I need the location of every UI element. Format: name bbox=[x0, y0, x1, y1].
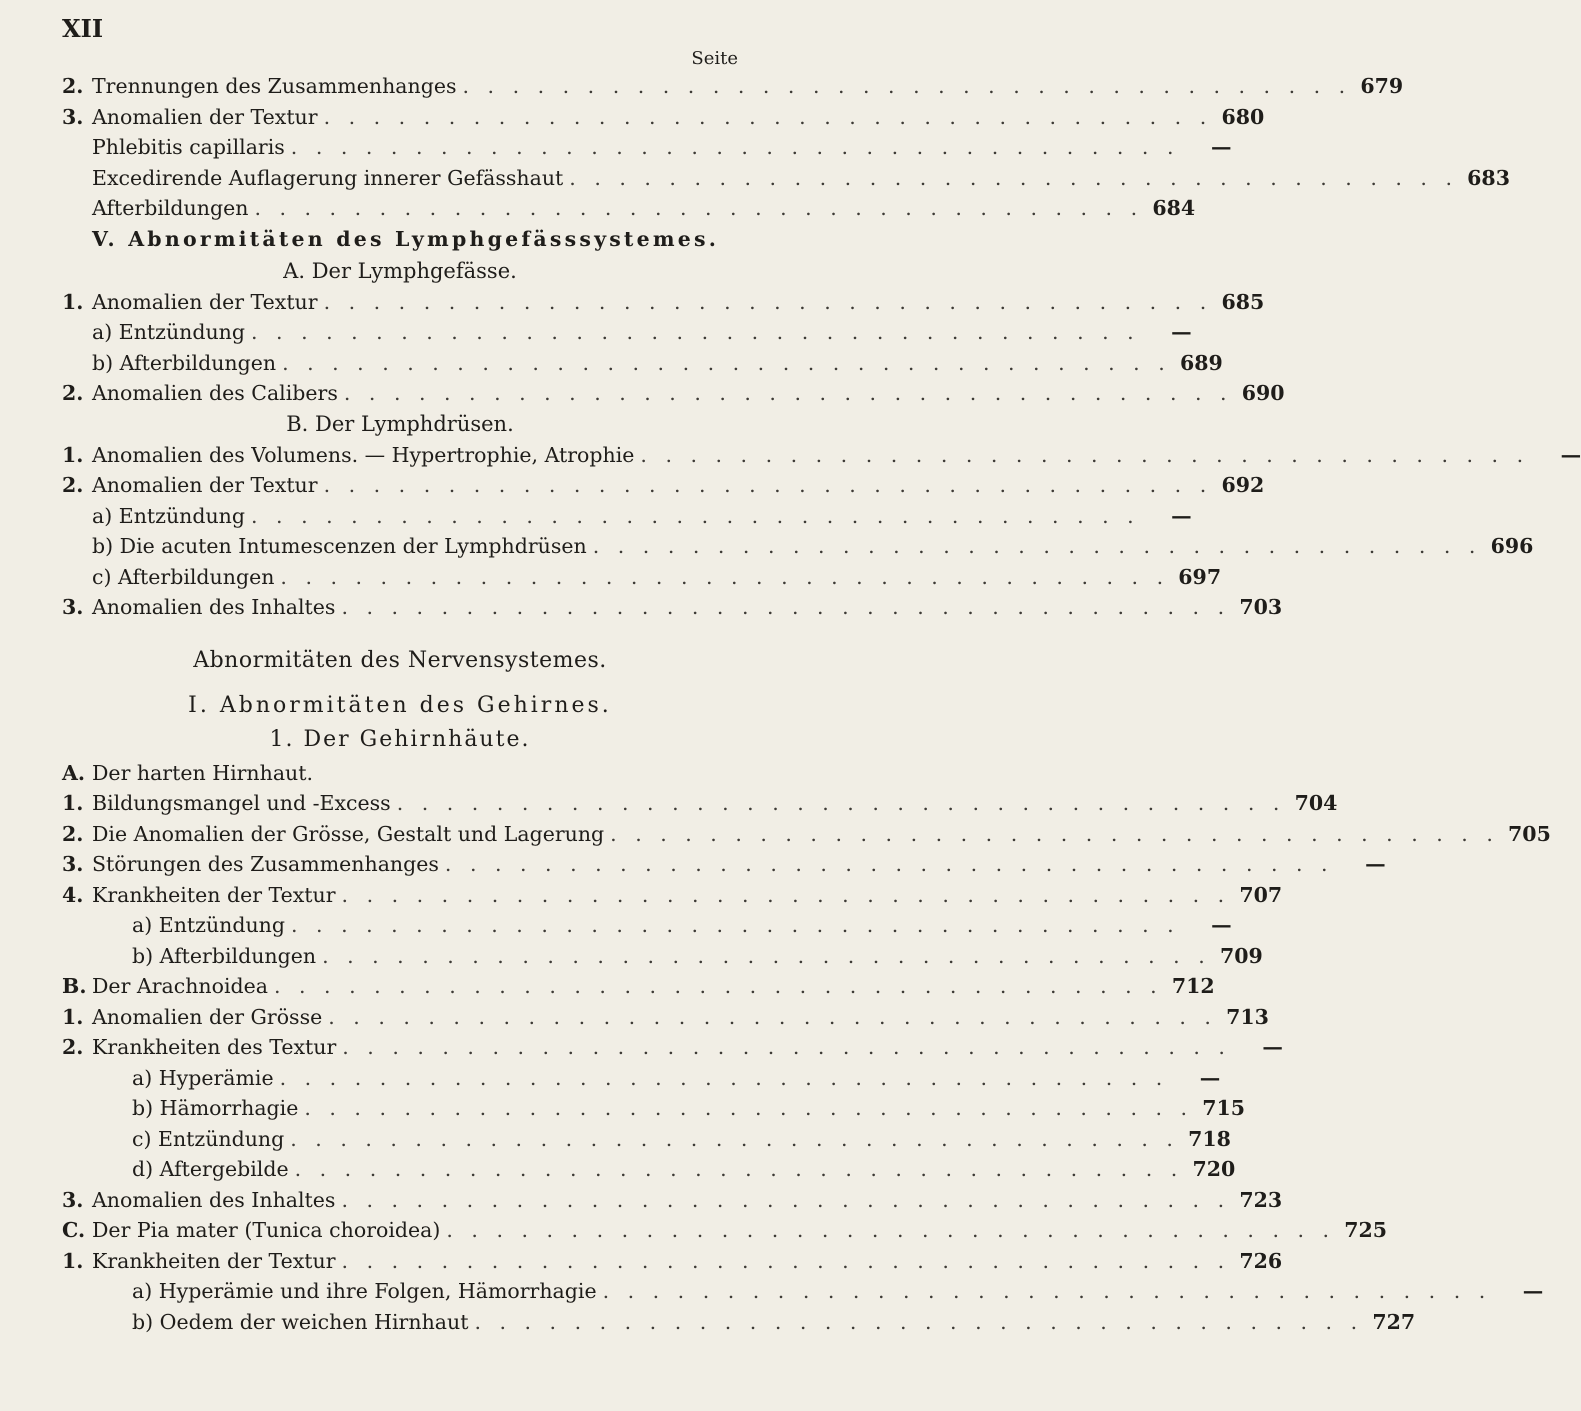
entry-page: 683 bbox=[1467, 165, 1510, 190]
entry-page: 692 bbox=[1221, 473, 1265, 497]
subsection-heading: B. Der Lymphdrüsen. bbox=[286, 411, 514, 436]
toc-entry bbox=[62, 503, 1192, 535]
entry-title: Störungen des Zusammenhanges bbox=[92, 852, 439, 876]
entry-number: 3. bbox=[62, 595, 84, 619]
leader-dots: . . . . . . . . . . . . . . . . . . . . . . . . . . . . . . . . . . . . bbox=[282, 350, 1171, 375]
toc-entry bbox=[62, 852, 1386, 883]
entry-title: Krankheiten der Textur bbox=[92, 882, 336, 907]
toc-entry bbox=[62, 1065, 1221, 1097]
leader-dots: . . . . . . . . . . . . . . . . . . . . . . . . . . . . . . . . . . . . bbox=[396, 791, 1286, 815]
toc-entry bbox=[62, 135, 1232, 166]
leader-dots: . . . . . . . . . . . . . . . . . . . . . . . . . . . . . . . . . . . . bbox=[251, 503, 1140, 528]
entry-page: 705 bbox=[1508, 821, 1551, 846]
entry-title: a) Hyperämie bbox=[132, 1065, 274, 1090]
entry-page: 720 bbox=[1192, 1157, 1236, 1181]
leader-dots: . . . . . . . . . . . . . . . . . . . . . . . . . . . . . . . . . . . . bbox=[322, 943, 1211, 968]
leader-dots: . . . . . . . . . . . . . . . . . . . . . . . . . . . . . . . . . . . . bbox=[290, 135, 1180, 159]
entry-page: 709 bbox=[1219, 943, 1263, 968]
entry-number: A. bbox=[62, 760, 86, 785]
entry-page: 679 bbox=[1360, 74, 1404, 98]
leader-dots: . . . . . . . . . . . . . . . . . . . . . . . . . . . . . . . . . . . . bbox=[474, 1309, 1364, 1334]
toc-entry bbox=[62, 104, 1265, 136]
toc-entry bbox=[62, 1248, 1283, 1280]
entry-page: 680 bbox=[1221, 104, 1265, 129]
page-folio: XII bbox=[62, 14, 104, 43]
entry-number: 2. bbox=[62, 473, 84, 497]
entry-number: B. bbox=[62, 974, 87, 998]
leader-dots: . . . . . . . . . . . . . . . . . . . . . . . . . . . . . . . . . . . . bbox=[279, 1065, 1169, 1090]
entry-title: a) Entzündung bbox=[92, 320, 245, 344]
toc-entry bbox=[62, 913, 1232, 944]
toc-entry bbox=[62, 534, 1534, 565]
leader-dots: . . . . . . . . . . . . . . . . . . . . . . . . . . . . . . . . . . . . bbox=[341, 595, 1231, 619]
toc-entry bbox=[62, 821, 1551, 853]
entry-title: b) Afterbildungen bbox=[132, 943, 317, 968]
entry-number: 2. bbox=[62, 1035, 84, 1059]
entry-title: Der harten Hirnhaut. bbox=[92, 760, 314, 785]
entry-title: Anomalien des Inhaltes bbox=[92, 595, 336, 619]
entry-number: 4. bbox=[62, 882, 84, 907]
leader-dots: . . . . . . . . . . . . . . . . . . . . . . . . . . . . . . . . . . . . bbox=[592, 534, 1482, 558]
entry-number: 1. bbox=[62, 791, 84, 815]
entry-title: b) Afterbildungen bbox=[92, 350, 277, 375]
toc-entry bbox=[62, 1004, 1269, 1036]
entry-title: a) Entzündung bbox=[132, 913, 285, 937]
entry-title: b) Oedem der weichen Hirnhaut bbox=[132, 1309, 469, 1334]
leader-dots: . . . . . . . . . . . . . . . . . . . . . . . . . . . . . . . . . . . . bbox=[610, 821, 1499, 846]
leader-dots: . . . . . . . . . . . . . . . . . . . . . . . . . . . . . . . . . . . . bbox=[569, 165, 1458, 190]
entry-title: Der Arachnoidea bbox=[92, 974, 268, 998]
leader-dots: . . . . . . . . . . . . . . . . . . . . . . . . . . . . . . . . . . . . bbox=[254, 196, 1144, 220]
entry-title: Bildungsmangel und -Excess bbox=[92, 791, 391, 815]
subsection-heading: 1. Der Gehirnhäute. bbox=[269, 726, 531, 752]
entry-title: Trennungen des Zusammenhanges bbox=[92, 74, 457, 98]
section-heading: I. Abnormitäten des Gehirnes. bbox=[188, 692, 612, 718]
leader-dots: . . . . . . . . . . . . . . . . . . . . . . . . . . . . . . . . . . . . bbox=[446, 1218, 1336, 1242]
entry-number: 2. bbox=[62, 381, 84, 405]
toc-entry bbox=[62, 761, 738, 792]
entry-title: Anomalien des Calibers bbox=[92, 381, 338, 405]
toc-entry bbox=[62, 196, 1196, 227]
toc-entry bbox=[62, 1157, 1236, 1188]
toc-entry bbox=[62, 1279, 1544, 1310]
toc-entry bbox=[62, 1187, 1283, 1219]
table-of-contents bbox=[62, 74, 1581, 1340]
entry-page: 715 bbox=[1202, 1096, 1246, 1120]
entry-page: 723 bbox=[1239, 1187, 1283, 1212]
entry-page: — bbox=[1560, 442, 1581, 467]
entry-page: 690 bbox=[1241, 381, 1285, 405]
entry-page: 727 bbox=[1372, 1309, 1416, 1334]
entry-title: Krankheiten der Textur bbox=[92, 1248, 336, 1273]
toc-entry bbox=[62, 442, 1581, 474]
entry-page: 684 bbox=[1152, 196, 1196, 220]
entry-number: 2. bbox=[62, 821, 84, 846]
entry-page: 696 bbox=[1490, 534, 1534, 558]
toc-entry bbox=[62, 473, 1265, 504]
entry-page: 725 bbox=[1344, 1218, 1388, 1242]
entry-title: Anomalien des Inhaltes bbox=[92, 1187, 336, 1212]
leader-dots: . . . . . . . . . . . . . . . . . . . . . . . . . . . . . . . . . . . . bbox=[280, 564, 1170, 589]
entry-page: 689 bbox=[1179, 350, 1223, 375]
entry-title: c) Entzündung bbox=[132, 1126, 285, 1151]
entry-title: Anomalien der Grösse bbox=[92, 1004, 323, 1029]
toc-entry bbox=[62, 381, 1285, 412]
leader-dots: . . . . . . . . . . . . . . . . . . . . . . . . . . . . . . . . . . . . bbox=[640, 442, 1530, 467]
leader-dots: . . . . . . . . . . . . . . . . . . . . . . . . . . . . . . . . . . . . bbox=[341, 1187, 1231, 1212]
entry-page: 718 bbox=[1188, 1126, 1231, 1151]
leader-dots: . . . . . . . . . . . . . . . . . . . . . . . . . . . . . . . . . . . . bbox=[323, 104, 1213, 129]
entry-page: 726 bbox=[1239, 1248, 1283, 1273]
leader-dots: . . . . . . . . . . . . . . . . . . . . . . . . . . . . . . . . . . . . bbox=[602, 1279, 1492, 1303]
entry-page: 713 bbox=[1226, 1004, 1269, 1029]
entry-page: 697 bbox=[1178, 564, 1222, 589]
entry-page: — bbox=[1522, 1279, 1544, 1303]
entry-number: 3. bbox=[62, 1187, 84, 1212]
leader-dots: . . . . . . . . . . . . . . . . . . . . . . . . . . . . . . . . . . . . bbox=[304, 1096, 1194, 1120]
toc-entry bbox=[62, 1096, 1246, 1127]
leader-dots: . . . . . . . . . . . . . . . . . . . . . . . . . . . . . . . . . . . . bbox=[251, 320, 1140, 344]
entry-page: — bbox=[1199, 1065, 1221, 1090]
toc-entry bbox=[62, 882, 1283, 914]
entry-page: 704 bbox=[1294, 791, 1338, 815]
entry-title: a) Hyperämie und ihre Folgen, Hämorrhagie bbox=[132, 1279, 597, 1303]
leader-dots: . . . . . . . . . . . . . . . . . . . . . . . . . . . . . . . . . . . . bbox=[328, 1004, 1217, 1029]
entry-page: — bbox=[1365, 852, 1386, 876]
subsection-heading: A. Der Lymphgefässe. bbox=[283, 258, 517, 283]
toc-entry bbox=[62, 791, 1338, 822]
entry-number: 1. bbox=[62, 442, 84, 467]
entry-number: 2. bbox=[62, 74, 84, 98]
toc-entry bbox=[62, 289, 1265, 321]
part-heading: Abnormitäten des Nervensystemes. bbox=[193, 647, 607, 673]
entry-page: 685 bbox=[1221, 289, 1265, 314]
leader-dots: . . . . . . . . . . . . . . . . . . . . . . . . . . . . . . . . . . . . bbox=[462, 74, 1352, 98]
entry-number: 3. bbox=[62, 104, 84, 129]
leader-dots: . . . . . . . . . . . . . . . . . . . . . . . . . . . . . . . . . . . . bbox=[323, 473, 1213, 497]
leader-dots: . . . . . . . . . . . . . . . . . . . . . . . . . . . . . . . . . . . . bbox=[343, 381, 1233, 405]
leader-dots: . . . . . . . . . . . . . . . . . . . . . . . . . . . . . . . . . . . . bbox=[291, 913, 1180, 937]
leader-dots: . . . . . . . . . . . . . . . . . . . . . . . . . . . . . . . . . . . . bbox=[342, 1035, 1231, 1059]
entry-page: 707 bbox=[1239, 882, 1283, 907]
toc-entry bbox=[62, 74, 1404, 105]
leader-dots: . . . . . . . . . . . . . . . . . . . . . . . . . . . . . . . . . . . . bbox=[341, 882, 1231, 907]
leader-dots: . . . . . . . . . . . . . . . . . . . . . . . . . . . . . . . . . . . . bbox=[273, 974, 1163, 998]
entry-page: — bbox=[1171, 320, 1192, 344]
entry-title: b) Hämorrhagie bbox=[132, 1096, 299, 1120]
entry-number: C. bbox=[62, 1218, 86, 1242]
entry-title: d) Aftergebilde bbox=[132, 1157, 289, 1181]
page-column-label: Seite bbox=[691, 48, 738, 69]
toc-entry bbox=[62, 1218, 1388, 1249]
entry-page: 703 bbox=[1239, 595, 1283, 619]
entry-number: 1. bbox=[62, 1248, 84, 1273]
leader-dots: . . . . . . . . . . . . . . . . . . . . . . . . . . . . . . . . . . . . bbox=[323, 289, 1213, 314]
toc-entry bbox=[62, 1309, 1416, 1341]
entry-page: 712 bbox=[1171, 974, 1215, 998]
toc-entry bbox=[62, 1035, 1283, 1066]
section-heading: V. Abnormitäten des Lymphgefässsystemes. bbox=[92, 226, 720, 251]
leader-dots: . . . . . . . . . . . . . . . . . . . . . . . . . . . . . . . . . . . . bbox=[341, 1248, 1231, 1273]
entry-number: 1. bbox=[62, 1004, 84, 1029]
leader-dots: . . . . . . . . . . . . . . . . . . . . . . . . . . . . . . . . . . . . bbox=[444, 852, 1334, 876]
entry-title: Anomalien der Textur bbox=[92, 289, 318, 314]
entry-title: Anomalien der Textur bbox=[92, 104, 318, 129]
entry-title: Afterbildungen bbox=[92, 196, 249, 220]
toc-entry bbox=[62, 595, 1283, 626]
toc-entry bbox=[62, 974, 1215, 1005]
entry-title: Anomalien des Volumens. — Hypertrophie, Atrophie bbox=[92, 442, 635, 467]
entry-title: Krankheiten des Textur bbox=[92, 1035, 337, 1059]
entry-title: Excedirende Auflagerung innerer Gefässhaut bbox=[92, 165, 564, 190]
toc-entry bbox=[62, 320, 1192, 351]
entry-page: — bbox=[1262, 1035, 1283, 1059]
toc-entry bbox=[62, 1126, 1231, 1158]
entry-number: 1. bbox=[62, 289, 84, 314]
toc-entry bbox=[62, 350, 1223, 382]
entry-page: — bbox=[1171, 503, 1192, 528]
toc-entry bbox=[62, 943, 1263, 975]
entry-number: 3. bbox=[62, 852, 84, 876]
toc-entry bbox=[62, 165, 1510, 197]
entry-title: Der Pia mater (Tunica choroidea) bbox=[92, 1218, 441, 1242]
entry-page: — bbox=[1211, 913, 1232, 937]
entry-title: a) Entzündung bbox=[92, 503, 245, 528]
entry-title: Phlebitis capillaris bbox=[92, 135, 285, 159]
entry-title: Anomalien der Textur bbox=[92, 473, 318, 497]
leader-dots: . . . . . . . . . . . . . . . . . . . . . . . . . . . . . . . . . . . . bbox=[294, 1157, 1184, 1181]
entry-title: Die Anomalien der Grösse, Gestalt und Lagerung bbox=[92, 821, 605, 846]
leader-dots: . . . . . . . . . . . . . . . . . . . . . . . . . . . . . . . . . . . . bbox=[290, 1126, 1179, 1151]
entry-page: — bbox=[1210, 135, 1232, 159]
toc-entry bbox=[62, 564, 1222, 596]
entry-title: c) Afterbildungen bbox=[92, 564, 275, 589]
entry-title: b) Die acuten Intumescenzen der Lymphdrüsen bbox=[92, 534, 587, 558]
